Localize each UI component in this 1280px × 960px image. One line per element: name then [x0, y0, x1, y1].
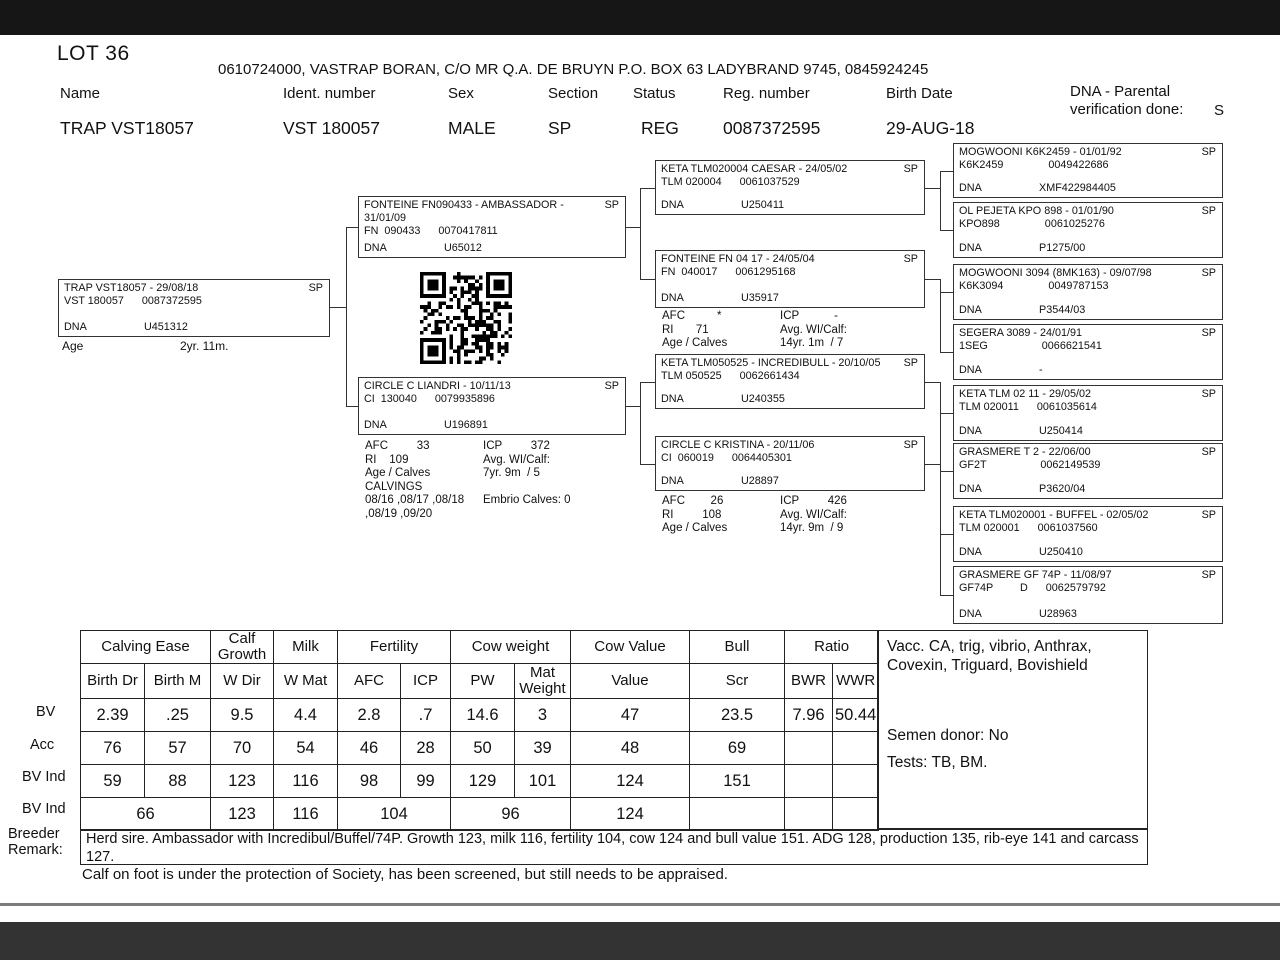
section-badge: SP	[604, 380, 619, 392]
box-dna: U250410	[1039, 546, 1083, 558]
vaccination-text: Vacc. CA, trig, vibrio, Anthrax, Covexin, Triguard, Bovishield	[887, 638, 1092, 674]
box-title: CIRCLE C KRISTINA - 20/11/06	[661, 439, 815, 451]
pedigree-box-ddd	[953, 566, 1223, 624]
box-title: GRASMERE GF 74P - 11/08/97	[959, 569, 1112, 581]
row-label-bvind2: BV Ind	[22, 801, 66, 817]
animal-dna: U451312	[144, 321, 188, 333]
group-bull: Bull	[690, 631, 785, 664]
pedigree-connector	[925, 188, 940, 189]
table-bvind-row: 59 88 123 116 98 99 129 101 124 151	[81, 765, 879, 798]
pedigree-box-dss	[953, 385, 1223, 441]
qr-code	[420, 272, 512, 364]
pedigree-connector	[940, 171, 953, 172]
semen-donor-text: Semen donor: No	[887, 727, 1009, 744]
table-acc-row: 76 57 70 54 46 28 50 39 48 69	[81, 732, 879, 765]
group-cow-weight: Cow weight	[451, 631, 571, 664]
pedigree-box-ss	[655, 160, 925, 215]
pedigree-connector	[925, 279, 940, 280]
box-dna: U28897	[741, 475, 779, 487]
box-title: GRASMERE T 2 - 22/06/00	[959, 446, 1091, 458]
pedigree-connector	[640, 188, 655, 189]
pedigree-box-animal	[58, 279, 330, 337]
vaccination-box	[877, 630, 1148, 829]
pedigree-box-ds	[655, 354, 925, 409]
section-badge: SP	[604, 199, 619, 211]
box-title: MOGWOONI 3094 (8MK163) - 09/07/98	[959, 267, 1152, 279]
section-badge: SP	[1201, 267, 1216, 279]
pedigree-box-ssd	[953, 202, 1223, 258]
pedigree-connector	[346, 227, 358, 228]
dna-label: DNA	[661, 199, 684, 211]
group-calving-ease: Calving Ease	[81, 631, 211, 664]
status-value: REG	[641, 118, 679, 138]
ident-label: Ident. number	[283, 85, 376, 102]
age-label: Age	[62, 339, 84, 353]
box-ids: TLM 050525 0062661434	[661, 370, 800, 382]
pedigree-connector	[940, 413, 953, 414]
name-label: Name	[60, 85, 101, 102]
section-badge: SP	[903, 357, 918, 369]
box-dna: U250414	[1039, 425, 1083, 437]
pedigree-connector	[940, 352, 953, 353]
box-dna: P1275/00	[1039, 242, 1086, 254]
lot-number: LOT 36	[57, 42, 130, 65]
pedigree-connector	[925, 382, 940, 383]
group-fertility: Fertility	[338, 631, 451, 664]
table-group-header-row	[81, 631, 879, 664]
dna-label: DNA	[959, 242, 982, 254]
pedigree-connector	[940, 292, 953, 293]
pedigree-box-sss	[953, 143, 1223, 198]
pedigree-connector	[940, 534, 953, 535]
pedigree-box-dds	[953, 506, 1223, 562]
box-ids: TLM 020011 0061035614	[959, 401, 1097, 413]
pedigree-connector	[940, 171, 941, 230]
pedigree-box-sdd	[953, 324, 1223, 380]
dna-label: DNA	[661, 292, 684, 304]
group-calf-growth: Calf Growth	[211, 631, 274, 664]
box-ids: CI 060019 0064405301	[661, 452, 792, 464]
sd-stats: AFC * ICP - RI 71 Avg. WI/Calf: Age / Calves 14yr. 1m / 7	[662, 310, 847, 349]
birth-date-value: 29-AUG-18	[886, 118, 975, 138]
animal-ids: VST 180057 0087372595	[64, 295, 202, 307]
table-subheader-row: Birth Dr Birth M W Dir W Mat AFC ICP PW Mat Weight Value Scr BWR WWR	[81, 664, 879, 699]
box-dna: U250411	[741, 199, 785, 211]
dd-stats: AFC 26 ICP 426 RI 108 Avg. WI/Calf: Age / Calves 14yr. 9m / 9	[662, 495, 847, 534]
dna-label: DNA	[64, 321, 87, 333]
pedigree-connector	[640, 382, 655, 383]
pedigree-connector	[940, 230, 953, 231]
reg-number-label: Reg. number	[723, 85, 810, 102]
section-badge: SP	[1201, 569, 1216, 581]
pedigree-connector	[925, 464, 940, 465]
dna-label: DNA	[959, 182, 982, 194]
section-badge: SP	[1201, 509, 1216, 521]
dna-label: DNA	[661, 393, 684, 405]
dam-title: CIRCLE C LIANDRI - 10/11/13	[364, 380, 511, 392]
sex-label: Sex	[448, 85, 474, 102]
box-dna: -	[1039, 364, 1043, 376]
section-value: SP	[548, 118, 572, 138]
table-bv-row: 2.39 .25 9.5 4.4 2.8 .7 14.6 3 47 23.5 7.96 50.44	[81, 699, 879, 732]
box-title: KETA TLM020004 CAESAR - 24/05/02	[661, 163, 848, 175]
pedigree-box-sd	[655, 250, 925, 308]
section-badge: SP	[1201, 446, 1216, 458]
sire-ids: FN 090433 0070417811	[364, 225, 498, 237]
pedigree-box-sire	[358, 196, 626, 258]
box-title: KETA TLM 02 11 - 29/05/02	[959, 388, 1092, 400]
section-badge: SP	[1201, 327, 1216, 339]
box-ids: TLM 020004 0061037529	[661, 176, 800, 188]
pedigree-connector	[640, 382, 641, 464]
box-title: SEGERA 3089 - 24/01/91	[959, 327, 1083, 339]
box-ids: 1SEG 0066621541	[959, 340, 1102, 352]
section-badge: SP	[1201, 388, 1216, 400]
box-dna: P3620/04	[1039, 483, 1086, 495]
section-badge: SP	[903, 163, 918, 175]
box-dna: P3544/03	[1039, 304, 1086, 316]
box-dna: U240355	[741, 393, 785, 405]
pedigree-box-dsd	[953, 443, 1223, 499]
pedigree-connector	[940, 595, 953, 596]
sex-value: MALE	[448, 118, 496, 138]
dam-ids: CI 130040 0079935896	[364, 393, 495, 405]
group-cow-value: Cow Value	[571, 631, 690, 664]
dam-dna: U196891	[444, 419, 488, 431]
top-black-bar	[0, 0, 1280, 35]
box-ids: K6K2459 0049422686	[959, 159, 1109, 171]
row-label-breeder: Breeder Remark:	[8, 826, 63, 858]
breeder-remark-box: Herd sire. Ambassador with Incredibul/Buffel/74P. Growth 123, milk 116, fertility 104, cow 124 and bull value 151. ADG 128, production 135, rib-eye 141 and carcass 127.	[80, 829, 1148, 865]
section-badge: SP	[308, 282, 323, 294]
pedigree-connector	[330, 307, 346, 308]
status-label: Status	[633, 85, 676, 102]
box-title: KETA TLM020001 - BUFFEL - 02/05/02	[959, 509, 1149, 521]
dna-label: DNA	[959, 364, 982, 376]
pedigree-connector	[640, 188, 641, 279]
section-badge: SP	[1201, 146, 1216, 158]
box-title: FONTEINE FN 04 17 - 24/05/04	[661, 253, 815, 265]
box-dna: XMF422984405	[1039, 182, 1116, 194]
dna-parental-value: S	[1214, 102, 1225, 119]
pedigree-box-dd	[655, 436, 925, 491]
pedigree-connector	[940, 382, 941, 471]
box-dna: U28963	[1039, 608, 1077, 620]
pedigree-connector	[626, 227, 640, 228]
dna-label: DNA	[364, 242, 387, 254]
pedigree-box-dam	[358, 377, 626, 435]
pedigree-connector	[940, 471, 953, 472]
dna-label: DNA	[959, 546, 982, 558]
dna-label: DNA	[364, 419, 387, 431]
row-label-bvind: BV Ind	[22, 769, 66, 785]
box-title: MOGWOONI K6K2459 - 01/01/92	[959, 146, 1122, 158]
dna-label: DNA	[959, 304, 982, 316]
pedigree-box-sds	[953, 264, 1223, 320]
birth-date-label: Birth Date	[886, 85, 953, 102]
dna-label: DNA	[959, 608, 982, 620]
breeder-address-line: 0610724000, VASTRAP BORAN, C/O MR Q.A. DE BRUYN P.O. BOX 63 LADYBRAND 9745, 0845924245	[218, 61, 929, 78]
dna-label: DNA	[661, 475, 684, 487]
box-title: OL PEJETA KPO 898 - 01/01/90	[959, 205, 1114, 217]
pedigree-connector	[640, 279, 655, 280]
box-ids: TLM 020001 0061037560	[959, 522, 1098, 534]
ident-number: VST 180057	[283, 118, 380, 138]
pedigree-connector	[940, 464, 941, 595]
dna-label: DNA	[959, 483, 982, 495]
age-value: 2yr. 11m.	[180, 339, 229, 353]
section-badge: SP	[903, 439, 918, 451]
reg-number-value: 0087372595	[723, 118, 821, 138]
box-ids: KPO898 0061025276	[959, 218, 1105, 230]
pedigree-connector	[346, 406, 358, 407]
section-badge: SP	[1201, 205, 1216, 217]
society-note: Calf on foot is under the protection of Society, has been screened, but still needs to be appraised.	[82, 866, 728, 883]
box-ids: K6K3094 0049787153	[959, 280, 1109, 292]
sire-title: FONTEINE FN090433 - AMBASSADOR - 31/01/09	[364, 199, 564, 224]
tests-text: Tests: TB, BM.	[887, 754, 988, 771]
section-badge: SP	[903, 253, 918, 265]
breeding-values-table	[80, 630, 879, 831]
group-milk: Milk	[274, 631, 338, 664]
section-label: Section	[548, 85, 599, 102]
pedigree-connector	[640, 464, 655, 465]
row-label-bv: BV	[36, 704, 56, 720]
box-dna: U35917	[741, 292, 779, 304]
dna-parental-label: DNA - Parental verification done:	[1070, 83, 1184, 118]
row-label-acc: Acc	[30, 737, 55, 753]
animal-name: TRAP VST18057	[60, 118, 194, 138]
pedigree-connector	[346, 227, 347, 407]
bottom-dark-bar	[0, 922, 1280, 960]
box-ids: GF2T 0062149539	[959, 459, 1101, 471]
pedigree-connector	[626, 406, 640, 407]
box-ids: GF74P D 0062579792	[959, 582, 1106, 594]
table-bvind2-row: 66 123 116 104 96 124	[81, 798, 879, 831]
dna-label: DNA	[959, 425, 982, 437]
divider-rule	[0, 903, 1280, 906]
box-ids: FN 040017 0061295168	[661, 266, 796, 278]
box-title: KETA TLM050525 - INCREDIBULL - 20/10/05	[661, 357, 881, 369]
pedigree-connector	[940, 279, 941, 352]
dam-stats: AFC 33 ICP 372 RI 109 Avg. WI/Calf: Age / Calves 7yr. 9m / 5 CALVINGS 08/16 ,08/17 ,08/18 Embrio Calves: 0 ,08/19 ,09/20	[365, 440, 571, 520]
sire-dna: U65012	[444, 242, 482, 254]
animal-title: TRAP VST18057 - 29/08/18	[64, 282, 199, 294]
group-ratio: Ratio	[785, 631, 879, 664]
